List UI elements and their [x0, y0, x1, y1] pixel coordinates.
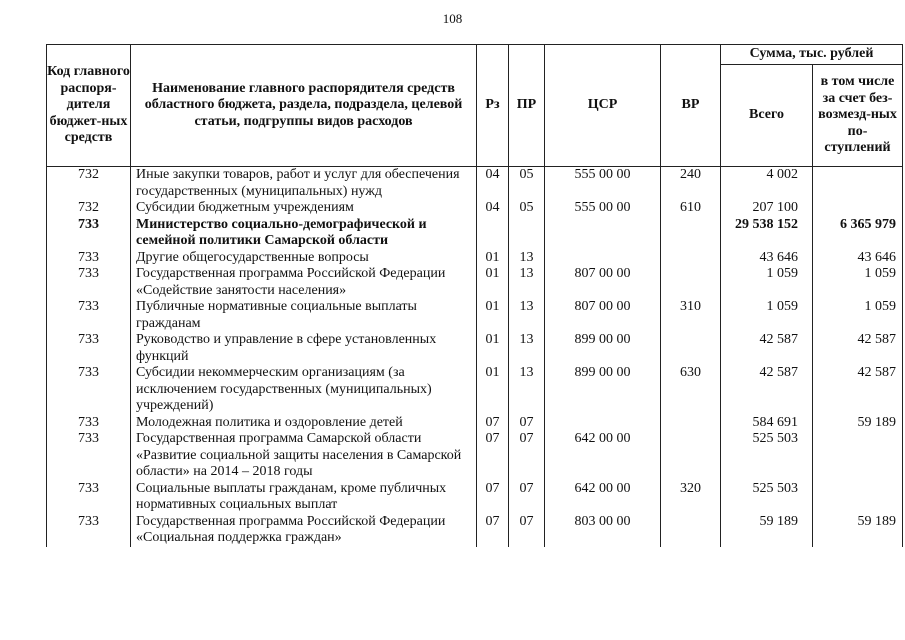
- cell-free: [813, 481, 903, 514]
- cell-vr: 610: [661, 200, 721, 217]
- cell-vr: [661, 332, 721, 365]
- cell-code: 733: [47, 514, 131, 547]
- cell-name: Государственная программа Российской Федерации «Содействие занятости населения»: [131, 266, 477, 299]
- cell-rz: 01: [477, 266, 509, 299]
- cell-vr: 310: [661, 299, 721, 332]
- cell-free: [813, 167, 903, 201]
- budget-table: [46, 44, 903, 547]
- cell-csr: 642 00 00: [545, 431, 661, 481]
- header-rz: Рз: [477, 45, 509, 167]
- cell-total: 59 189: [721, 514, 813, 547]
- cell-total: 42 587: [721, 332, 813, 365]
- cell-code: 732: [47, 200, 131, 217]
- cell-name: Молодежная политика и оздоровление детей: [131, 415, 477, 432]
- cell-csr: [545, 250, 661, 267]
- cell-total: 29 538 152: [721, 217, 813, 250]
- cell-pr: 05: [509, 200, 545, 217]
- cell-code: 733: [47, 250, 131, 267]
- cell-code: 733: [47, 266, 131, 299]
- cell-free: 1 059: [813, 266, 903, 299]
- header-sum: Сумма, тыс. рублей: [721, 45, 903, 65]
- cell-rz: 07: [477, 481, 509, 514]
- cell-total: 42 587: [721, 365, 813, 415]
- cell-csr: 555 00 00: [545, 200, 661, 217]
- cell-rz: 04: [477, 167, 509, 201]
- cell-csr: 555 00 00: [545, 167, 661, 201]
- table-row: [47, 266, 903, 299]
- cell-total: 1 059: [721, 266, 813, 299]
- header-total: Всего: [721, 65, 813, 167]
- cell-name: Другие общегосударственные вопросы: [131, 250, 477, 267]
- cell-pr: 13: [509, 266, 545, 299]
- table-row: [47, 299, 903, 332]
- cell-code: 733: [47, 481, 131, 514]
- table-body: [47, 167, 903, 547]
- table-row: [47, 250, 903, 267]
- cell-name: Руководство и управление в сфере установленных функций: [131, 332, 477, 365]
- header-name: Наименование главного распорядителя средств областного бюджета, раздела, подраздела, целевой статьи, подгруппы видов расходов: [131, 45, 477, 167]
- cell-name: Социальные выплаты гражданам, кроме публичных нормативных социальных выплат: [131, 481, 477, 514]
- cell-pr: 07: [509, 415, 545, 432]
- cell-rz: 07: [477, 514, 509, 547]
- cell-rz: 01: [477, 365, 509, 415]
- table-row: [47, 200, 903, 217]
- cell-csr: 807 00 00: [545, 299, 661, 332]
- cell-free: 59 189: [813, 415, 903, 432]
- cell-code: 733: [47, 332, 131, 365]
- table-row: [47, 514, 903, 547]
- cell-free: 1 059: [813, 299, 903, 332]
- cell-csr: [545, 217, 661, 250]
- cell-vr: [661, 514, 721, 547]
- cell-free: [813, 431, 903, 481]
- cell-rz: 01: [477, 299, 509, 332]
- cell-pr: 13: [509, 299, 545, 332]
- header-code: Код главного распоря-дителя бюджет-ных средств: [47, 45, 131, 167]
- table-row: [47, 431, 903, 481]
- cell-vr: 240: [661, 167, 721, 201]
- cell-rz: 01: [477, 332, 509, 365]
- cell-vr: [661, 250, 721, 267]
- cell-rz: 07: [477, 415, 509, 432]
- cell-free: 42 587: [813, 365, 903, 415]
- cell-total: 1 059: [721, 299, 813, 332]
- cell-csr: 642 00 00: [545, 481, 661, 514]
- cell-total: 584 691: [721, 415, 813, 432]
- header-vr: ВР: [661, 45, 721, 167]
- header-free: в том числе за счет без-возмезд-ных по-ступлений: [813, 65, 903, 167]
- cell-pr: 13: [509, 365, 545, 415]
- cell-vr: [661, 217, 721, 250]
- cell-name: Публичные нормативные социальные выплаты гражданам: [131, 299, 477, 332]
- cell-name: Иные закупки товаров, работ и услуг для обеспечения государственных (муниципальных) нужд: [131, 167, 477, 201]
- cell-vr: [661, 431, 721, 481]
- table-row: [47, 332, 903, 365]
- cell-pr: 07: [509, 481, 545, 514]
- cell-code: 733: [47, 299, 131, 332]
- cell-name: Государственная программа Самарской области «Развитие социальной защиты населения в Самарской области» на 2014 – 2018 годы: [131, 431, 477, 481]
- cell-code: 732: [47, 167, 131, 201]
- cell-name: Государственная программа Российской Федерации «Социальная поддержка граждан»: [131, 514, 477, 547]
- table-row: [47, 415, 903, 432]
- cell-csr: 899 00 00: [545, 332, 661, 365]
- cell-total: 525 503: [721, 431, 813, 481]
- cell-vr: [661, 266, 721, 299]
- cell-rz: 04: [477, 200, 509, 217]
- cell-name: Субсидии бюджетным учреждениям: [131, 200, 477, 217]
- page-number: 108: [442, 11, 463, 26]
- cell-rz: [477, 217, 509, 250]
- cell-vr: [661, 415, 721, 432]
- cell-vr: 630: [661, 365, 721, 415]
- cell-rz: 07: [477, 431, 509, 481]
- cell-total: 43 646: [721, 250, 813, 267]
- cell-total: 4 002: [721, 167, 813, 201]
- cell-csr: 899 00 00: [545, 365, 661, 415]
- cell-code: 733: [47, 431, 131, 481]
- cell-code: 733: [47, 415, 131, 432]
- header-pr: ПР: [509, 45, 545, 167]
- cell-total: 207 100: [721, 200, 813, 217]
- cell-pr: 13: [509, 250, 545, 267]
- cell-free: 59 189: [813, 514, 903, 547]
- cell-vr: 320: [661, 481, 721, 514]
- cell-free: 42 587: [813, 332, 903, 365]
- cell-pr: [509, 217, 545, 250]
- table-row: [47, 481, 903, 514]
- cell-free: 43 646: [813, 250, 903, 267]
- cell-pr: 05: [509, 167, 545, 201]
- table-row: [47, 365, 903, 415]
- cell-rz: 01: [477, 250, 509, 267]
- table-row: [47, 167, 903, 201]
- cell-code: 733: [47, 365, 131, 415]
- cell-pr: 13: [509, 332, 545, 365]
- cell-pr: 07: [509, 431, 545, 481]
- cell-free: [813, 200, 903, 217]
- cell-csr: 807 00 00: [545, 266, 661, 299]
- cell-name: Субсидии некоммерческим организациям (за исключением государственных (муниципальных) учреждений): [131, 365, 477, 415]
- cell-csr: 803 00 00: [545, 514, 661, 547]
- cell-code: 733: [47, 217, 131, 250]
- header-csr: ЦСР: [545, 45, 661, 167]
- cell-csr: [545, 415, 661, 432]
- cell-pr: 07: [509, 514, 545, 547]
- table-row: [47, 217, 903, 250]
- cell-name: Министерство социально-демографической и семейной политики Самарской области: [131, 217, 477, 250]
- cell-total: 525 503: [721, 481, 813, 514]
- cell-free: 6 365 979: [813, 217, 903, 250]
